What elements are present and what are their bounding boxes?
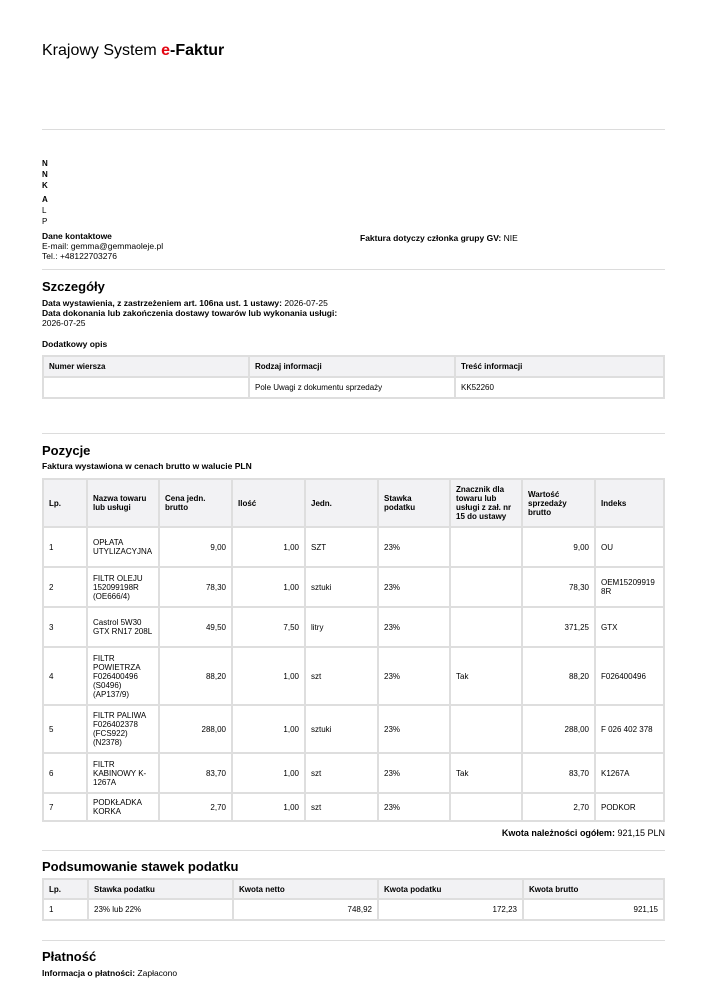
table-cell: 3 bbox=[43, 607, 87, 647]
brand-suffix: -Faktur bbox=[170, 42, 225, 59]
details-title: Szczegóły bbox=[42, 279, 105, 294]
column-header: Kwota podatku bbox=[378, 879, 523, 899]
positions-title: Pozycje bbox=[42, 443, 91, 458]
table-cell: K1267A bbox=[595, 753, 664, 793]
table-cell: 83,70 bbox=[522, 753, 595, 793]
table-row bbox=[43, 753, 664, 793]
table-header-row bbox=[43, 879, 664, 899]
table-cell: 748,92 bbox=[233, 899, 378, 920]
divider bbox=[42, 850, 665, 851]
group-value: NIE bbox=[503, 233, 518, 243]
table-cell: 2,70 bbox=[522, 793, 595, 821]
column-header: Indeks bbox=[595, 479, 664, 527]
table-cell: sztuki bbox=[305, 705, 378, 753]
payment-info-label: Informacja o płatności: bbox=[42, 968, 136, 978]
payment-title: Płatność bbox=[42, 949, 97, 964]
address-letter: P bbox=[42, 217, 48, 226]
table-cell: FILTR PALIWA F026402378 (FCS922) (N2378) bbox=[87, 705, 159, 753]
table-row bbox=[43, 527, 664, 567]
positions-table bbox=[42, 478, 665, 822]
contact-phone-line bbox=[42, 251, 163, 261]
table-cell: 9,00 bbox=[159, 527, 232, 567]
table-row bbox=[43, 607, 664, 647]
column-header: Kwota brutto bbox=[523, 879, 664, 899]
table-cell: OPŁATA UTYLIZACYJNA bbox=[87, 527, 159, 567]
brand-e: e bbox=[161, 42, 171, 59]
table-cell: 1,00 bbox=[232, 527, 305, 567]
table-cell: 1,00 bbox=[232, 753, 305, 793]
table-cell: 23% bbox=[378, 753, 450, 793]
contact-email-line bbox=[42, 241, 163, 251]
table-cell: 1,00 bbox=[232, 705, 305, 753]
total-value: 921,15 PLN bbox=[617, 828, 665, 838]
table-cell: 7,50 bbox=[232, 607, 305, 647]
column-header: Rodzaj informacji bbox=[249, 356, 455, 377]
seller-letter: K bbox=[42, 181, 48, 190]
table-row bbox=[43, 647, 664, 705]
table-cell: 1,00 bbox=[232, 793, 305, 821]
table-cell: szt bbox=[305, 753, 378, 793]
table-header-row bbox=[43, 356, 664, 377]
divider bbox=[42, 940, 665, 941]
table-cell: 23% bbox=[378, 647, 450, 705]
table-cell: 1,00 bbox=[232, 647, 305, 705]
table-cell: OU bbox=[595, 527, 664, 567]
extra-description-title: Dodatkowy opis bbox=[42, 339, 108, 349]
phone-label: Tel.: bbox=[42, 251, 58, 261]
table-cell: FILTR OLEJU 152099198R (OE666/4) bbox=[87, 567, 159, 607]
table-cell: GTX bbox=[595, 607, 664, 647]
table-row bbox=[43, 705, 664, 753]
contact-block bbox=[42, 231, 163, 261]
table-cell: 23% lub 22% bbox=[88, 899, 233, 920]
tax-summary-title: Podsumowanie stawek podatku bbox=[42, 859, 239, 874]
divider bbox=[42, 433, 665, 434]
brand-prefix: Krajowy System bbox=[42, 42, 162, 59]
column-header: Stawka podatku bbox=[378, 479, 450, 527]
column-header: Znacznik dla towaru lub usługi z zał. nr 15 do ustawy bbox=[450, 479, 522, 527]
table-cell bbox=[43, 377, 249, 398]
payment-info-value: Zapłacono bbox=[137, 968, 178, 978]
issue-date-line bbox=[42, 298, 665, 308]
column-header: Numer wiersza bbox=[43, 356, 249, 377]
extra-description-table bbox=[42, 355, 665, 399]
address-letter: L bbox=[42, 206, 47, 215]
table-cell: 23% bbox=[378, 793, 450, 821]
table-cell: SZT bbox=[305, 527, 378, 567]
table-cell: OEM152099198R bbox=[595, 567, 664, 607]
address-letters bbox=[42, 194, 48, 227]
table-cell: FILTR KABINOWY K-1267A bbox=[87, 753, 159, 793]
table-cell: 5 bbox=[43, 705, 87, 753]
divider bbox=[42, 129, 665, 130]
table-cell: 49,50 bbox=[159, 607, 232, 647]
table-cell: 23% bbox=[378, 527, 450, 567]
table-cell: 1 bbox=[43, 527, 87, 567]
table-cell: litry bbox=[305, 607, 378, 647]
issue-date-label: Data wystawienia, z zastrzeżeniem art. 106na ust. 1 ustawy: bbox=[42, 298, 282, 308]
table-cell: sztuki bbox=[305, 567, 378, 607]
column-header: Jedn. bbox=[305, 479, 378, 527]
table-row bbox=[43, 899, 664, 920]
table-cell: 83,70 bbox=[159, 753, 232, 793]
phone-value: +48122703276 bbox=[59, 251, 117, 261]
table-cell: 23% bbox=[378, 705, 450, 753]
table-cell: FILTR POWIETRZA F026400496 (S0496) (AP137/9) bbox=[87, 647, 159, 705]
email-label: E-mail: bbox=[42, 241, 69, 251]
table-cell bbox=[450, 607, 522, 647]
column-header: Nazwa towaru lub usługi bbox=[87, 479, 159, 527]
table-row bbox=[43, 793, 664, 821]
table-cell: 7 bbox=[43, 793, 87, 821]
seller-letter: N bbox=[42, 159, 48, 168]
table-cell: 371,25 bbox=[522, 607, 595, 647]
table-cell bbox=[450, 705, 522, 753]
table-row bbox=[43, 377, 664, 398]
table-cell bbox=[450, 567, 522, 607]
table-cell: 921,15 bbox=[523, 899, 664, 920]
column-header: Lp. bbox=[43, 879, 88, 899]
table-cell: szt bbox=[305, 647, 378, 705]
table-cell: 9,00 bbox=[522, 527, 595, 567]
delivery-date-value: 2026-07-25 bbox=[42, 318, 86, 328]
table-row bbox=[43, 567, 664, 607]
table-cell: 23% bbox=[378, 607, 450, 647]
table-cell: 288,00 bbox=[522, 705, 595, 753]
table-cell: 288,00 bbox=[159, 705, 232, 753]
table-cell: 23% bbox=[378, 567, 450, 607]
column-header: Lp. bbox=[43, 479, 87, 527]
table-cell: F026400496 bbox=[595, 647, 664, 705]
table-cell: 1 bbox=[43, 899, 88, 920]
delivery-date-label: Data dokonania lub zakończenia dostawy towarów lub wykonania usługi: bbox=[42, 308, 338, 318]
column-header: Treść informacji bbox=[455, 356, 664, 377]
table-cell: Pole Uwagi z dokumentu sprzedaży bbox=[249, 377, 455, 398]
table-cell: Tak bbox=[450, 647, 522, 705]
table-cell: 2,70 bbox=[159, 793, 232, 821]
column-header: Stawka podatku bbox=[88, 879, 233, 899]
address-letter: A bbox=[42, 195, 48, 204]
group-label: Faktura dotyczy członka grupy GV: bbox=[360, 233, 502, 243]
table-cell bbox=[450, 527, 522, 567]
table-cell: 4 bbox=[43, 647, 87, 705]
tax-summary-table bbox=[42, 878, 665, 921]
table-cell: F 026 402 378 bbox=[595, 705, 664, 753]
table-header-row bbox=[43, 479, 664, 527]
total-amount bbox=[502, 828, 665, 838]
group-member-info bbox=[360, 233, 518, 243]
table-cell: 2 bbox=[43, 567, 87, 607]
total-label: Kwota należności ogółem: bbox=[501, 828, 615, 838]
table-cell bbox=[450, 793, 522, 821]
dates-block bbox=[42, 298, 665, 328]
table-cell: PODKOR bbox=[595, 793, 664, 821]
column-header: Cena jedn. brutto bbox=[159, 479, 232, 527]
issue-date-value: 2026-07-25 bbox=[284, 298, 328, 308]
table-cell: 1,00 bbox=[232, 567, 305, 607]
email-value: gemma@gemmaoleje.pl bbox=[70, 241, 164, 251]
table-cell: 172,23 bbox=[378, 899, 523, 920]
payment-info bbox=[42, 968, 177, 978]
table-cell: Castrol 5W30 GTX RN17 208L bbox=[87, 607, 159, 647]
divider bbox=[42, 269, 665, 270]
column-header: Kwota netto bbox=[233, 879, 378, 899]
seller-letter: N bbox=[42, 170, 48, 179]
table-cell: Tak bbox=[450, 753, 522, 793]
table-cell: 78,30 bbox=[522, 567, 595, 607]
seller-letters bbox=[42, 158, 48, 191]
table-cell: 88,20 bbox=[159, 647, 232, 705]
table-cell: 6 bbox=[43, 753, 87, 793]
contact-title: Dane kontaktowe bbox=[42, 231, 112, 241]
table-cell: szt bbox=[305, 793, 378, 821]
table-cell: PODKŁADKA KORKA bbox=[87, 793, 159, 821]
table-cell: 88,20 bbox=[522, 647, 595, 705]
table-cell: KK52260 bbox=[455, 377, 664, 398]
positions-subtitle: Faktura wystawiona w cenach brutto w walucie PLN bbox=[42, 461, 252, 471]
table-cell: 78,30 bbox=[159, 567, 232, 607]
column-header: Ilość bbox=[232, 479, 305, 527]
column-header: Wartość sprzedaży brutto bbox=[522, 479, 595, 527]
app-title bbox=[42, 42, 224, 60]
